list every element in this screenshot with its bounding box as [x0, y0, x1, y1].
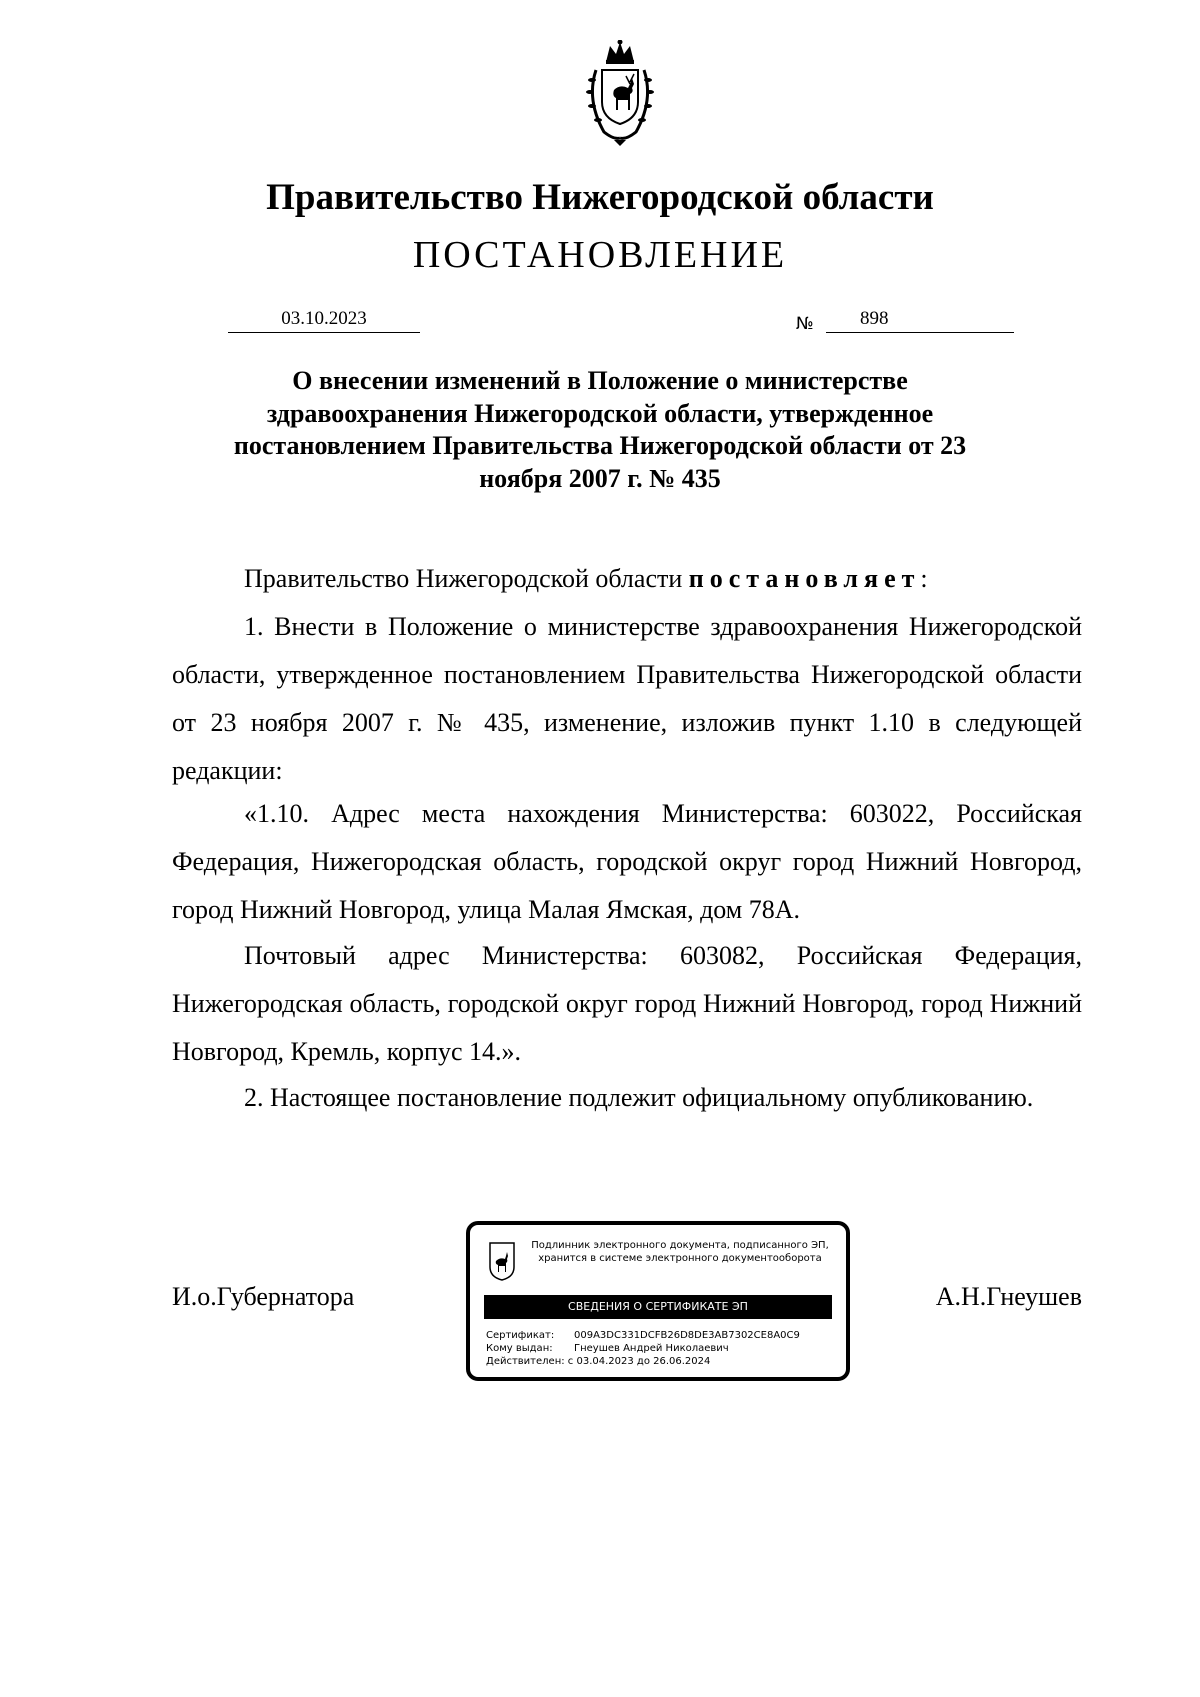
number-sign: № — [796, 314, 814, 334]
certificate-label: Сертификат: — [486, 1330, 555, 1341]
valid-value: с 03.04.2023 до 26.06.2024 — [567, 1356, 711, 1367]
electronic-signature-stamp — [466, 1221, 850, 1381]
coat-of-arms-emblem — [574, 40, 666, 148]
clause-2: 2. Настоящее постановление подлежит официальному опубликованию. — [244, 1083, 1034, 1112]
decree-number: 898 — [860, 308, 889, 329]
decree-subject: О внесении изменений в Положение о министерстве здравоохранения Нижегородской области, утвержденное постановлением Правительства Нижегородской области от 23 ноября 2007 г. № 435 — [233, 366, 967, 493]
stamp-note — [522, 1239, 838, 1265]
intro-decrees: постановляет — [688, 564, 921, 593]
certificate-details — [486, 1329, 800, 1368]
certificate-value: 009A3DC331DCFB26D8DE3AB7302CE8A0C9 — [574, 1330, 800, 1341]
intro-paragraph — [172, 555, 1082, 603]
intro-tail: : — [920, 564, 928, 593]
decree-date-field — [228, 308, 420, 333]
issued-to-value: Гнеушев Андрей Николаевич — [574, 1343, 729, 1354]
clause-1: 1. Внести в Положение о министерстве здравоохранения Нижегородской области, утвержденное постановлением Правительства Нижегородской области от 23 ноября 2007 г. № 435, изменение, изложив пункт 1.10 в следующей редакции: — [172, 612, 1082, 785]
clause-1-10-quote: «1.10. Адрес места нахождения Министерства: 603022, Российская Федерация, Нижегородская область, городской округ город Нижний Новгород, город Нижний Новгород, улица Малая Ямская, дом 78А. — [172, 799, 1082, 924]
signer-title: И.о.Губернатора — [172, 1282, 355, 1311]
certificate-info-header: СВЕДЕНИЯ О СЕРТИФИКАТЕ ЭП — [484, 1295, 832, 1319]
valid-label: Действителен: — [486, 1356, 565, 1367]
signer-name: А.Н.Гнеушев — [935, 1282, 1082, 1311]
government-title: Правительство Нижегородской области — [266, 177, 934, 218]
decree-number-field — [826, 308, 1014, 333]
stamp-note-line-1: Подлинник электронного документа, подписанного ЭП, — [531, 1240, 829, 1251]
intro-lead: Правительство Нижегородской области — [244, 564, 689, 593]
document-type-title: ПОСТАНОВЛЕНИЕ — [412, 234, 788, 276]
deer-emblem-icon — [488, 1241, 516, 1281]
decree-date: 03.10.2023 — [281, 308, 367, 329]
issued-to-label: Кому выдан: — [486, 1343, 553, 1354]
stamp-note-line-2: хранится в системе электронного документооборота — [538, 1253, 822, 1264]
postal-address-paragraph: Почтовый адрес Министерства: 603082, Российская Федерация, Нижегородская область, городской округ город Нижний Новгород, город Нижний Новгород, Кремль, корпус 14.». — [172, 941, 1082, 1066]
